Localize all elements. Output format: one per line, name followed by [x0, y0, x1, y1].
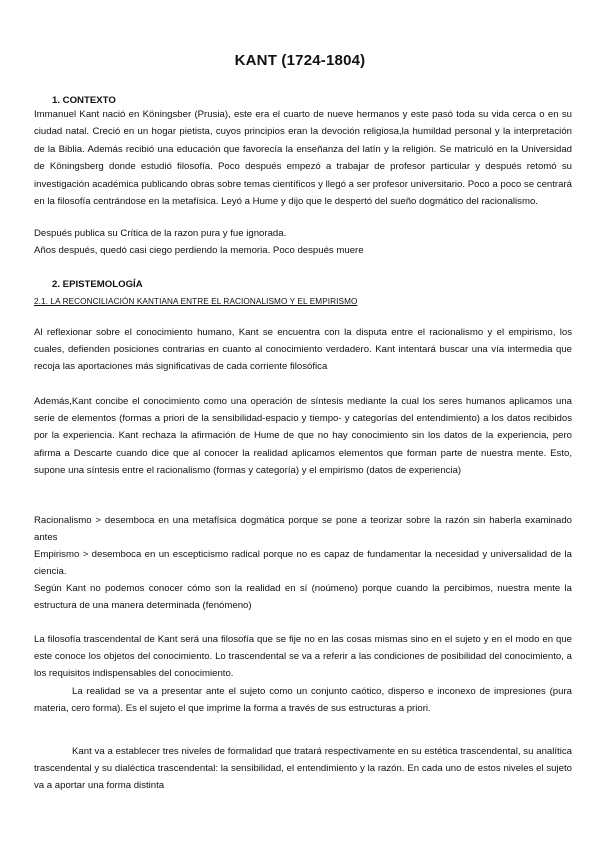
paragraph-reflexion: Al reflexionar sobre el conocimiento humano, Kant se encuentra con la disputa entre el racionalismo y el empirismo, los cuales, defienden posiciones contrarias en cuanto al conocimiento verdadero. Kant intentará buscar una vía intermedia que recoja las aportaciones más significativas de cada corriente filosófica: [34, 327, 572, 373]
paragraph-noumeno: Según Kant no podemos conocer cómo son la realidad en sí (noúmeno) porque cuando la percibimos, nuestra mente la estructura de una manera determinada (fenómeno): [34, 583, 572, 612]
section-heading-epistemologia: 2. EPISTEMOLOGÍA: [52, 279, 143, 290]
paragraph-realidad: La realidad se va a presentar ante el sujeto como un conjunto caótico, disperso e inconexo de impresiones (pura materia, cero forma). Es el sujeto el que imprime la forma a través de sus estructuras a priori.: [34, 686, 572, 715]
paragraph-empirismo: Empirismo > desemboca en un escepticismo radical porque no es capaz de fundamentar la necesidad y universalidad de la ciencia.: [34, 549, 572, 578]
paragraph-niveles: Kant va a establecer tres niveles de formalidad que tratará respectivamente en su estética trascendental, su analítica trascendental y su dialéctica trascendental: la sensibilidad, el entendimiento y la razón. En cada uno de estos niveles el sujeto va a aportar una forma distinta: [34, 746, 572, 792]
paragraph-critica: Después publica su Crítica de la razon pura y fue ignorada.: [34, 228, 287, 239]
paragraph-racionalismo: Racionalismo > desemboca en una metafísica dogmática porque se pone a teorizar sobre la razón sin haberla examinado antes: [34, 515, 572, 544]
paragraph-contexto: Immanuel Kant nació en Köningsber (Prusia), este era el cuarto de nueve hermanos y este pasó toda su vida cerca o en su ciudad natal. Creció en un hogar pietista, cuyos principios eran la devoción religiosa,la humildad personal y la interpretación de la Biblia. Además recibió una educación que favorecía la enseñanza del latín y la religión. Se matriculó en la Universidad de Köningsberg donde estudió filosofía. Poco después empezó a trabajar de profesor particular y después retomó su investigación académica publicando obras sobre temas científicos y llegó a ser profesor universitario. Poco a poco se centrará en la filosofía centrándose en la metafísica. Leyó a Hume y dijo que le despertó del sueño dogmático del racionalismo.: [34, 109, 572, 208]
page-title: KANT (1724-1804): [234, 52, 366, 69]
paragraph-muerte: Años después, quedó casi ciego perdiendo la memoria. Poco después muere: [34, 245, 364, 256]
paragraph-sintesis: Además,Kant concibe el conocimiento como una operación de síntesis mediante la cual los seres humanos aplicamos una serie de elementos (formas a priori de la sensibilidad-espacio y tiempo- y categorías del entendimiento) a los datos recibidos por la experiencia. Kant rechaza la afirmación de Hume de que no hay conocimiento sin los datos de la experiencia, pero afirma a Descarte cuando dice que al conocer la realidad aplicamos elementos que forman parte de nuestra mente. Esto, supone una síntesis entre el racionalismo (formas y categoría) y el empirismo (datos de experiencia): [34, 396, 572, 476]
section-heading-contexto: 1. CONTEXTO: [52, 95, 116, 106]
subsection-heading: 2.1. LA RECONCILIACIÓN KANTIANA ENTRE EL RACIONALISMO Y EL EMPIRISMO: [34, 297, 358, 306]
paragraph-trascendental: La filosofía trascendental de Kant será una filosofía que se fije no en las cosas mismas sino en el sujeto y en el modo en que este conoce los objetos del conocimiento. Lo trascendental se va a referir a las condiciones de posibilidad del conocimiento, a los requisitos indispensables del conocimiento.: [34, 634, 572, 680]
